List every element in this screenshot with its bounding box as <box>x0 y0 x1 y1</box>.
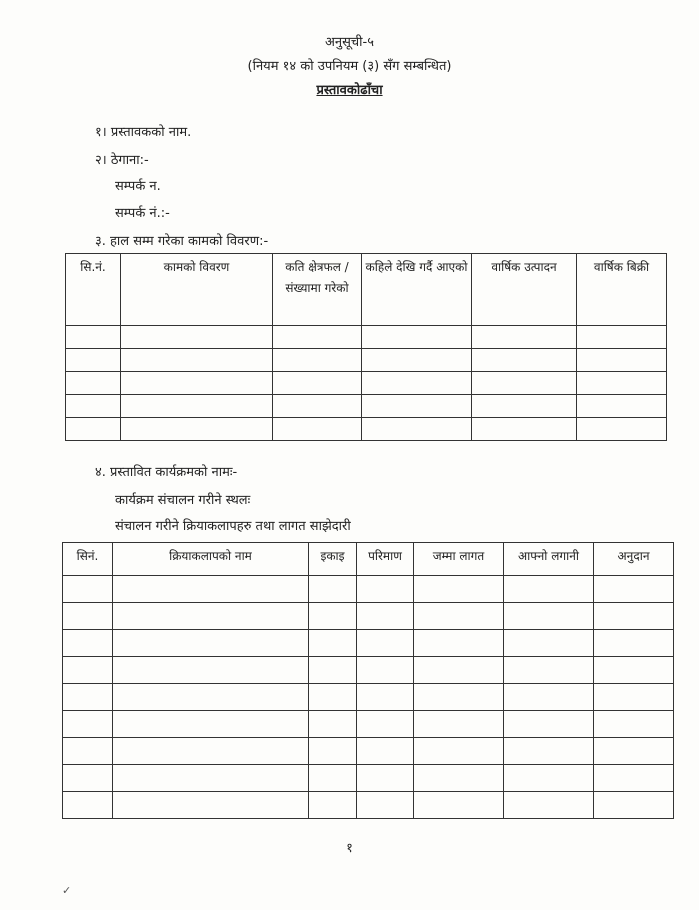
work-history-cell[interactable] <box>66 395 121 418</box>
activity-cell[interactable] <box>309 684 357 711</box>
activity-cell[interactable] <box>504 765 594 792</box>
work-history-cell[interactable] <box>66 418 121 441</box>
activity-cell[interactable] <box>414 792 504 819</box>
activity-cell[interactable] <box>504 792 594 819</box>
table-header-row <box>66 254 667 326</box>
column-header-work-description: कामको विवरण <box>121 254 273 326</box>
column-header-annual-sales: वार्षिक बिक्री <box>577 254 667 326</box>
activity-cell[interactable] <box>594 765 674 792</box>
activity-cell[interactable] <box>594 657 674 684</box>
activity-cell[interactable] <box>63 603 113 630</box>
activity-cell[interactable] <box>309 603 357 630</box>
activity-cell[interactable] <box>594 576 674 603</box>
activity-cell[interactable] <box>504 738 594 765</box>
table-row <box>63 630 674 657</box>
activity-cell[interactable] <box>357 576 414 603</box>
activity-cell[interactable] <box>357 684 414 711</box>
activity-cell[interactable] <box>113 684 309 711</box>
work-history-cell[interactable] <box>577 372 667 395</box>
schedule-subtitle: (नियम १४ को उपनियम (३) सँग सम्बन्धित) <box>247 59 452 74</box>
activity-cell[interactable] <box>309 792 357 819</box>
table-row <box>66 395 667 418</box>
activity-cell[interactable] <box>63 657 113 684</box>
table-row <box>63 765 674 792</box>
table-row <box>63 657 674 684</box>
activity-cell[interactable] <box>113 792 309 819</box>
column-header-area-quantity: कति क्षेत्रफल / संख्यामा गरेको <box>273 254 362 326</box>
activity-cell[interactable] <box>63 576 113 603</box>
activity-cell[interactable] <box>113 576 309 603</box>
column-header-serial: सिनं. <box>63 543 113 576</box>
work-history-cell[interactable] <box>121 372 273 395</box>
activity-cell[interactable] <box>594 738 674 765</box>
activity-cell[interactable] <box>309 657 357 684</box>
activity-cell[interactable] <box>63 738 113 765</box>
activity-cell[interactable] <box>414 738 504 765</box>
activity-cell[interactable] <box>594 711 674 738</box>
activity-cell[interactable] <box>504 576 594 603</box>
program-name-label: ४. प्रस्तावित कार्यक्रमको नामः- <box>95 465 238 480</box>
activity-cell[interactable] <box>357 738 414 765</box>
activity-cell[interactable] <box>309 630 357 657</box>
activity-cell[interactable] <box>414 765 504 792</box>
work-history-cell[interactable] <box>362 372 472 395</box>
activity-cell[interactable] <box>414 576 504 603</box>
activity-cell[interactable] <box>357 630 414 657</box>
table-row <box>63 738 674 765</box>
activity-cell[interactable] <box>594 603 674 630</box>
activity-cell[interactable] <box>113 711 309 738</box>
page-number: १ <box>346 841 353 856</box>
activity-cell[interactable] <box>594 630 674 657</box>
column-header-grant: अनुदान <box>594 543 674 576</box>
activity-cell[interactable] <box>357 765 414 792</box>
table-row <box>66 326 667 349</box>
activity-cell[interactable] <box>594 684 674 711</box>
activity-cell[interactable] <box>594 792 674 819</box>
column-header-activity-name: क्रियाकलापको नाम <box>113 543 309 576</box>
form-title: प्रस्तावकोढाँचा <box>316 83 383 98</box>
activity-cell[interactable] <box>309 711 357 738</box>
column-header-since-when: कहिले देखि गर्दै आएको <box>362 254 472 326</box>
activity-cell[interactable] <box>63 711 113 738</box>
activity-cell[interactable] <box>414 603 504 630</box>
scan-mark: ✓ <box>62 884 72 897</box>
table-row <box>66 372 667 395</box>
activity-cell[interactable] <box>309 765 357 792</box>
work-history-cell[interactable] <box>577 418 667 441</box>
activity-cell[interactable] <box>113 603 309 630</box>
activity-cell[interactable] <box>357 657 414 684</box>
activity-cell[interactable] <box>113 738 309 765</box>
work-history-cell[interactable] <box>472 372 577 395</box>
activity-cell[interactable] <box>63 684 113 711</box>
work-history-cell[interactable] <box>121 326 273 349</box>
work-history-cell[interactable] <box>66 372 121 395</box>
activity-cell[interactable] <box>414 657 504 684</box>
proposer-name-label: १। प्रस्तावकको नाम. <box>95 125 192 140</box>
activity-cell[interactable] <box>504 657 594 684</box>
activity-cell[interactable] <box>113 765 309 792</box>
work-history-cell[interactable] <box>121 395 273 418</box>
activity-cell[interactable] <box>63 630 113 657</box>
activity-cell[interactable] <box>504 711 594 738</box>
work-details-label: ३. हाल सम्म गरेका कामको विवरण:- <box>95 234 269 249</box>
work-history-cell[interactable] <box>577 395 667 418</box>
column-header-quantity: परिमाण <box>357 543 414 576</box>
activity-cell[interactable] <box>504 603 594 630</box>
schedule-title: अनुसूची-५ <box>324 35 374 50</box>
work-history-cell[interactable] <box>362 326 472 349</box>
column-header-serial: सि.नं. <box>66 254 121 326</box>
table-row <box>63 792 674 819</box>
activity-cell[interactable] <box>504 630 594 657</box>
column-header-own-investment: आफ्नो लगानी <box>504 543 594 576</box>
table-row <box>66 418 667 441</box>
activity-cell[interactable] <box>414 630 504 657</box>
table-row <box>63 684 674 711</box>
column-header-unit: इकाइ <box>309 543 357 576</box>
activities-table <box>62 542 674 819</box>
work-history-cell[interactable] <box>273 326 362 349</box>
table-row <box>66 349 667 372</box>
activities-cost-sharing-label: संचालन गरीने क्रियाकलापहरु तथा लागत साझेदारी <box>115 519 351 534</box>
activity-cell[interactable] <box>309 576 357 603</box>
work-history-cell[interactable] <box>577 326 667 349</box>
contact-label-2: सम्पर्क नं.:- <box>115 206 170 221</box>
table-row <box>63 603 674 630</box>
activity-cell[interactable] <box>357 792 414 819</box>
work-history-cell[interactable] <box>577 349 667 372</box>
table-row <box>63 711 674 738</box>
table-row <box>63 576 674 603</box>
program-location-label: कार्यक्रम संचालन गरीने स्थलः <box>115 493 251 508</box>
work-history-cell[interactable] <box>121 349 273 372</box>
column-header-total-cost: जम्मा लागत <box>414 543 504 576</box>
work-history-table <box>65 253 667 441</box>
work-history-cell[interactable] <box>362 395 472 418</box>
activity-cell[interactable] <box>414 711 504 738</box>
activity-cell[interactable] <box>113 657 309 684</box>
activity-cell[interactable] <box>113 630 309 657</box>
work-history-cell[interactable] <box>472 395 577 418</box>
work-history-cell[interactable] <box>362 349 472 372</box>
work-history-cell[interactable] <box>273 418 362 441</box>
activity-cell[interactable] <box>357 603 414 630</box>
work-history-cell[interactable] <box>472 349 577 372</box>
activity-cell[interactable] <box>357 711 414 738</box>
work-history-cell[interactable] <box>472 418 577 441</box>
activity-cell[interactable] <box>63 765 113 792</box>
activity-cell[interactable] <box>309 738 357 765</box>
work-history-cell[interactable] <box>273 349 362 372</box>
activity-cell[interactable] <box>504 684 594 711</box>
work-history-cell[interactable] <box>362 418 472 441</box>
address-label: २। ठेगाना:- <box>95 153 149 168</box>
work-history-cell[interactable] <box>472 326 577 349</box>
work-history-cell[interactable] <box>66 349 121 372</box>
contact-label-1: सम्पर्क न. <box>115 179 161 194</box>
activity-cell[interactable] <box>414 684 504 711</box>
work-history-cell[interactable] <box>121 418 273 441</box>
activity-cell[interactable] <box>63 792 113 819</box>
work-history-cell[interactable] <box>273 372 362 395</box>
work-history-cell[interactable] <box>273 395 362 418</box>
work-history-cell[interactable] <box>66 326 121 349</box>
table-header-row <box>63 543 674 576</box>
column-header-annual-production: वार्षिक उत्पादन <box>472 254 577 326</box>
